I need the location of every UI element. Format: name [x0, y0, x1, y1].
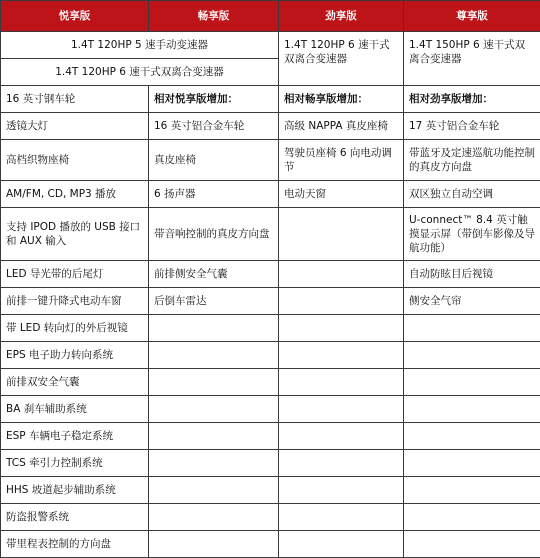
- feature-cell: [279, 315, 404, 342]
- feature-cell: 支持 IPOD 播放的 USB 接口和 AUX 输入: [1, 208, 149, 261]
- increment-heading: 相对劲享版增加：: [404, 86, 540, 113]
- feature-cell: [149, 315, 279, 342]
- table-row: [1, 261, 540, 288]
- feature-cell: [149, 477, 279, 504]
- feature-cell: EPS 电子助力转向系统: [1, 342, 149, 369]
- feature-cell: [279, 369, 404, 396]
- feature-cell: [279, 342, 404, 369]
- table-row: [1, 423, 540, 450]
- feature-cell: [404, 450, 540, 477]
- feature-cell: 带 LED 转向灯的外后视镜: [1, 315, 149, 342]
- table-row: [1, 140, 540, 181]
- table-row: [1, 315, 540, 342]
- feature-cell: [149, 504, 279, 531]
- feature-cell: 透镜大灯: [1, 113, 149, 140]
- engine-zun-cell: 1.4T 150HP 6 速干式双离合变速器: [404, 32, 540, 86]
- feature-cell: 前排双安全气囊: [1, 369, 149, 396]
- feature-cell: [279, 208, 404, 261]
- increment-heading: 相对悦享版增加：: [149, 86, 279, 113]
- feature-cell: [404, 315, 540, 342]
- feature-cell: 双区独立自动空调: [404, 181, 540, 208]
- feature-cell: [404, 396, 540, 423]
- feature-cell: [279, 504, 404, 531]
- feature-cell: [279, 477, 404, 504]
- feature-cell: 16 英寸铝合金车轮: [149, 113, 279, 140]
- feature-cell: [404, 504, 540, 531]
- engine-jin-cell: 1.4T 120HP 6 速干式双离合变速器: [279, 32, 404, 86]
- table-row: [1, 113, 540, 140]
- feature-cell: [149, 450, 279, 477]
- feature-cell: [279, 531, 404, 558]
- feature-cell: [404, 342, 540, 369]
- table-row: [1, 477, 540, 504]
- feature-cell: [279, 288, 404, 315]
- feature-cell: 高档织物座椅: [1, 140, 149, 181]
- header-jinxiang: 劲享版: [279, 1, 404, 32]
- feature-cell: TCS 牵引力控制系统: [1, 450, 149, 477]
- feature-cell: 真皮座椅: [149, 140, 279, 181]
- feature-cell: U-connect™ 8.4 英寸触摸显示屏（带倒车影像及导航功能）: [404, 208, 540, 261]
- feature-cell: 17 英寸铝合金车轮: [404, 113, 540, 140]
- feature-cell: [404, 369, 540, 396]
- feature-cell: 驾驶员座椅 6 向电动调节: [279, 140, 404, 181]
- feature-cell: 侧安全气帘: [404, 288, 540, 315]
- feature-cell: HHS 坡道起步辅助系统: [1, 477, 149, 504]
- feature-cell: 带里程表控制的方向盘: [1, 531, 149, 558]
- table-row: [1, 86, 540, 113]
- increment-heading: 相对畅享版增加：: [279, 86, 404, 113]
- header-zunxiang: 尊享版: [404, 1, 540, 32]
- feature-cell: 高级 NAPPA 真皮座椅: [279, 113, 404, 140]
- feature-cell: [279, 396, 404, 423]
- table-row: [1, 531, 540, 558]
- feature-cell: AM/FM, CD, MP3 播放: [1, 181, 149, 208]
- feature-cell: [279, 261, 404, 288]
- header-row: [1, 1, 540, 32]
- feature-cell: 前排一键升降式电动车窗: [1, 288, 149, 315]
- feature-cell: 自动防眩目后视镜: [404, 261, 540, 288]
- feature-cell: [149, 531, 279, 558]
- header-yuexiang: 悦享版: [1, 1, 149, 32]
- table-row: [1, 342, 540, 369]
- table-row: [1, 288, 540, 315]
- feature-cell: LED 导光带的后尾灯: [1, 261, 149, 288]
- feature-cell: [149, 396, 279, 423]
- feature-cell: 电动天窗: [279, 181, 404, 208]
- feature-cell: 6 扬声器: [149, 181, 279, 208]
- table-row: [1, 396, 540, 423]
- feature-cell: [279, 423, 404, 450]
- table-row: [1, 504, 540, 531]
- feature-cell: [404, 423, 540, 450]
- feature-cell: ESP 车辆电子稳定系统: [1, 423, 149, 450]
- table-row: [1, 369, 540, 396]
- feature-cell: 前排侧安全气囊: [149, 261, 279, 288]
- engine-dct-cell: 1.4T 120HP 6 速干式双离合变速器: [1, 59, 279, 86]
- engine-row-manual: [1, 32, 540, 59]
- feature-cell: [149, 369, 279, 396]
- feature-cell: 16 英寸钢车轮: [1, 86, 149, 113]
- feature-cell: 带蓝牙及定速巡航功能控制的真皮方向盘: [404, 140, 540, 181]
- table-row: [1, 208, 540, 261]
- feature-cell: [404, 531, 540, 558]
- feature-cell: BA 刹车辅助系统: [1, 396, 149, 423]
- feature-cell: [279, 450, 404, 477]
- engine-manual-cell: 1.4T 120HP 5 速手动变速器: [1, 32, 279, 59]
- table-row: [1, 181, 540, 208]
- feature-cell: [404, 477, 540, 504]
- table-row: [1, 450, 540, 477]
- feature-cell: [149, 423, 279, 450]
- feature-cell: 防盗报警系统: [1, 504, 149, 531]
- header-changxiang: 畅享版: [149, 1, 279, 32]
- feature-cell: 后倒车雷达: [149, 288, 279, 315]
- feature-cell: [149, 342, 279, 369]
- feature-cell: 带音响控制的真皮方向盘: [149, 208, 279, 261]
